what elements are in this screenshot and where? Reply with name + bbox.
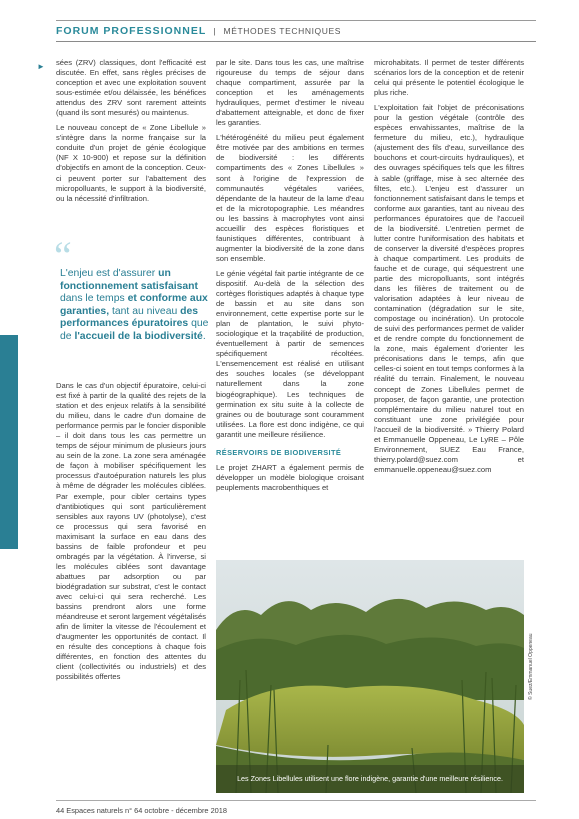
subsection-title: MÉTHODES TECHNIQUES <box>223 26 342 36</box>
photo-credit: © Suez/Emmanuel Oppeneau <box>528 633 534 700</box>
wetland-photo <box>216 560 524 793</box>
quote-text: tant au niveau <box>109 305 181 317</box>
paragraph: microhabitats. Il permet de tester différents scénarios lors de la conception et de retenir celui qui présente le potentiel écologique le plus riche. <box>374 58 524 98</box>
quote-text: que de <box>60 318 209 342</box>
quote-emphasis: des performances épuratoires <box>60 305 199 330</box>
paragraph: L'exploitation fait l'objet de préconisations pour la gestion végétale (contrôle des espèces envahissantes, maîtrise de la fermeture du milieu, etc.), hydraulique (ajustement des fils d'eau, surveillance des bouchons et court-circuits hydrauliques), et des ouvrages spécifiques tels que les filtres à sable (griffage, mise à sec alternée des filtes, etc.). L'enjeu est d'assurer un fonctionnement satisfaisant dans le temps et conforme aux garanties, tant au niveau des performances épuratoires que de l'accueil de la biodiversité. L'entretien permet de lutter contre l'uniformisation des habitats et de conserver la diversité d'espèces propres à chaque compartiment. Les produits de fauche et de curage, qui séquestrent une partie des micropolluants, sont intégrés dans les filières de traitement ou de valorisation adaptées à leur niveau de contamination (dégradation sur le site, compostage ou incinération). Un protocole de suivi des performances permet de valider et de rendre compte du fonctionnement de la zone, mais également d'orienter les préconisations dans le temps, afin que celles-ci soient en tout temps conformes à la réalité du terrain. Finalement, le nouveau concept de Zones Libellules permet de proposer, de façon garantie, une protection complémentaire du milieu naturel tout en constituant une zone privilégiée pour l'accueil de la biodiversité. » Thierry Polard et Emmanuelle Oppeneau, Le LyRE – Pôle Environnement, SUEZ Eau France, thierry.polard@suez.com et emmanuelle.oppeneau@suez.com <box>374 103 524 474</box>
photo-caption: Les Zones Libellules utilisent une flore indigène, garantie d'une meilleure résilience. <box>237 774 503 783</box>
page-header <box>56 25 341 37</box>
section-color-band <box>0 335 18 549</box>
continuation-arrow-icon: ► <box>37 62 45 71</box>
paragraph: sées (ZRV) classiques, dont l'efficacité est discutée. En effet, sans règles précises de conception et avec une exploitation souvent sous-estimée et/ou délaissée, les bénéfices attendus des ZRV sont rarement atteints (quand ils sont mesurés) ou maintenus. <box>56 58 206 118</box>
quote-text: . <box>202 330 206 342</box>
paragraph: par le site. Dans tous les cas, une maîtrise rigoureuse du temps de séjour dans chaque compartiment, assurée par la conception et les aménagements hydrauliques, permet d'estimer le niveau d'abattement atteignable, et donc de fixer les garanties. <box>216 58 364 128</box>
section-title: FORUM PROFESSIONNEL <box>56 25 207 37</box>
paragraph: Le nouveau concept de « Zone Libellule » s'intègre dans la norme française sur la conduite d'un projet de génie écologique (NF X 10-900) et repose sur la définition d'objectifs en amont de la conception. Ceux-ci peuvent porter sur l'abattement des micropolluants, le support à la biodiversité, ou la nécessité d'infiltration. <box>56 123 206 203</box>
column-2 <box>216 58 364 498</box>
pull-quote <box>54 233 210 344</box>
quote-text: L'enjeu est d'assurer <box>60 268 159 279</box>
column-3 <box>374 58 524 480</box>
header-rule <box>56 41 536 42</box>
paragraph: L'hétérogénéité du milieu peut également être motivée par des ambitions en termes de biodiversité : les différents compartiments des « Zones Libellules » sont à l'origine de l'expression de communautés végétales variées, dépendante de la hauteur de la lame d'eau et de la microtopographie. Les méandres ou les bassins à macrophytes vont ainsi accueillir des espèces floristiques et faunistiques différentes, contribuant à augmenter la biodiversité de la zone dans son ensemble. <box>216 133 364 263</box>
page-number: 44 <box>56 806 65 815</box>
header-separator: | <box>213 26 217 36</box>
quote-emphasis: un fonctionnement satisfaisant <box>60 268 198 292</box>
column-1-bottom <box>56 381 206 687</box>
page-footer <box>56 806 227 815</box>
paragraph: Le génie végétal fait partie intégrante de ce dispositif. Au-delà de la sélection des cortèges floristiques adaptés à chaque type de bassin et au site dans son environnement, cette expertise porte sur le plan de plantation, le suivi phyto-sociologique et la traçabilité de production, éventuellement à partir de semences spécifiquement récoltées. L'ensemencement est réalisé en utilisant des souches locales (se développant naturellement dans la zone biogéographique). Les techniques de germination ex situ suite à la collecte de graines ou de bouturage sont couramment utilisées. La flore est donc indigène, ce qui garantit une meilleure résilience. <box>216 268 364 439</box>
journal-issue: Espaces naturels n° 64 octobre - décembre 2018 <box>66 806 228 815</box>
footer-rule <box>56 800 536 801</box>
quote-emphasis: l'accueil de la biodiversité <box>74 330 203 342</box>
quote-emphasis: et conforme aux garanties, <box>60 293 208 317</box>
paragraph: Le projet ZHART a également permis de développer un modèle biologique croisant peuplements macrobenthiques et <box>216 462 364 492</box>
header-top-rule <box>56 20 536 21</box>
quote-text: dans le temps <box>60 293 128 305</box>
paragraph: Dans le cas d'un objectif épuratoire, celui-ci est fixé à partir de la qualité des rejets de la station et des enjeux relatifs à la sensibilité du milieu, dans le cadre d'un domaine de performance permis par le foncier disponible – il doit dans tous les cas permettre un temps de séjour minimum de plusieurs jours au sein de la zone. La zone sera aménagée de façon à mobiliser spécifiquement les processus d'autoépuration naturels les plus à même de dégrader les molécules ciblées. Par exemple, pour cibler certains types d'antibiotiques qui sont particulièrement sensibles aux rayons UV (photolyse), c'est ce processus qui sera favorisé en maximisant la surface en eau dans des bassins de faible profondeur et peu ombragés par la végétation. À l'inverse, si les molécules ciblées sont davantage abattues par adsorption ou par biodégradation sur substrat, c'est le contact avec celui-ci qui sera recherché. Les bassins prendront alors une forme méandreuse et seront largement végétalisés afin de limiter la vitesse de l'écoulement et d'augmenter les opportunités de contact. Il en résulte des conceptions à chaque fois différentes, en fonction des attentes du client (collectivités ou industriels) et des possibilités offertes <box>56 381 206 682</box>
wetland-photo-illustration <box>216 560 524 793</box>
column-1-top <box>56 58 206 209</box>
section-heading: RÉSERVOIRS DE BIODIVERSITÉ <box>216 447 342 457</box>
quote-mark-icon: “ <box>54 233 72 278</box>
